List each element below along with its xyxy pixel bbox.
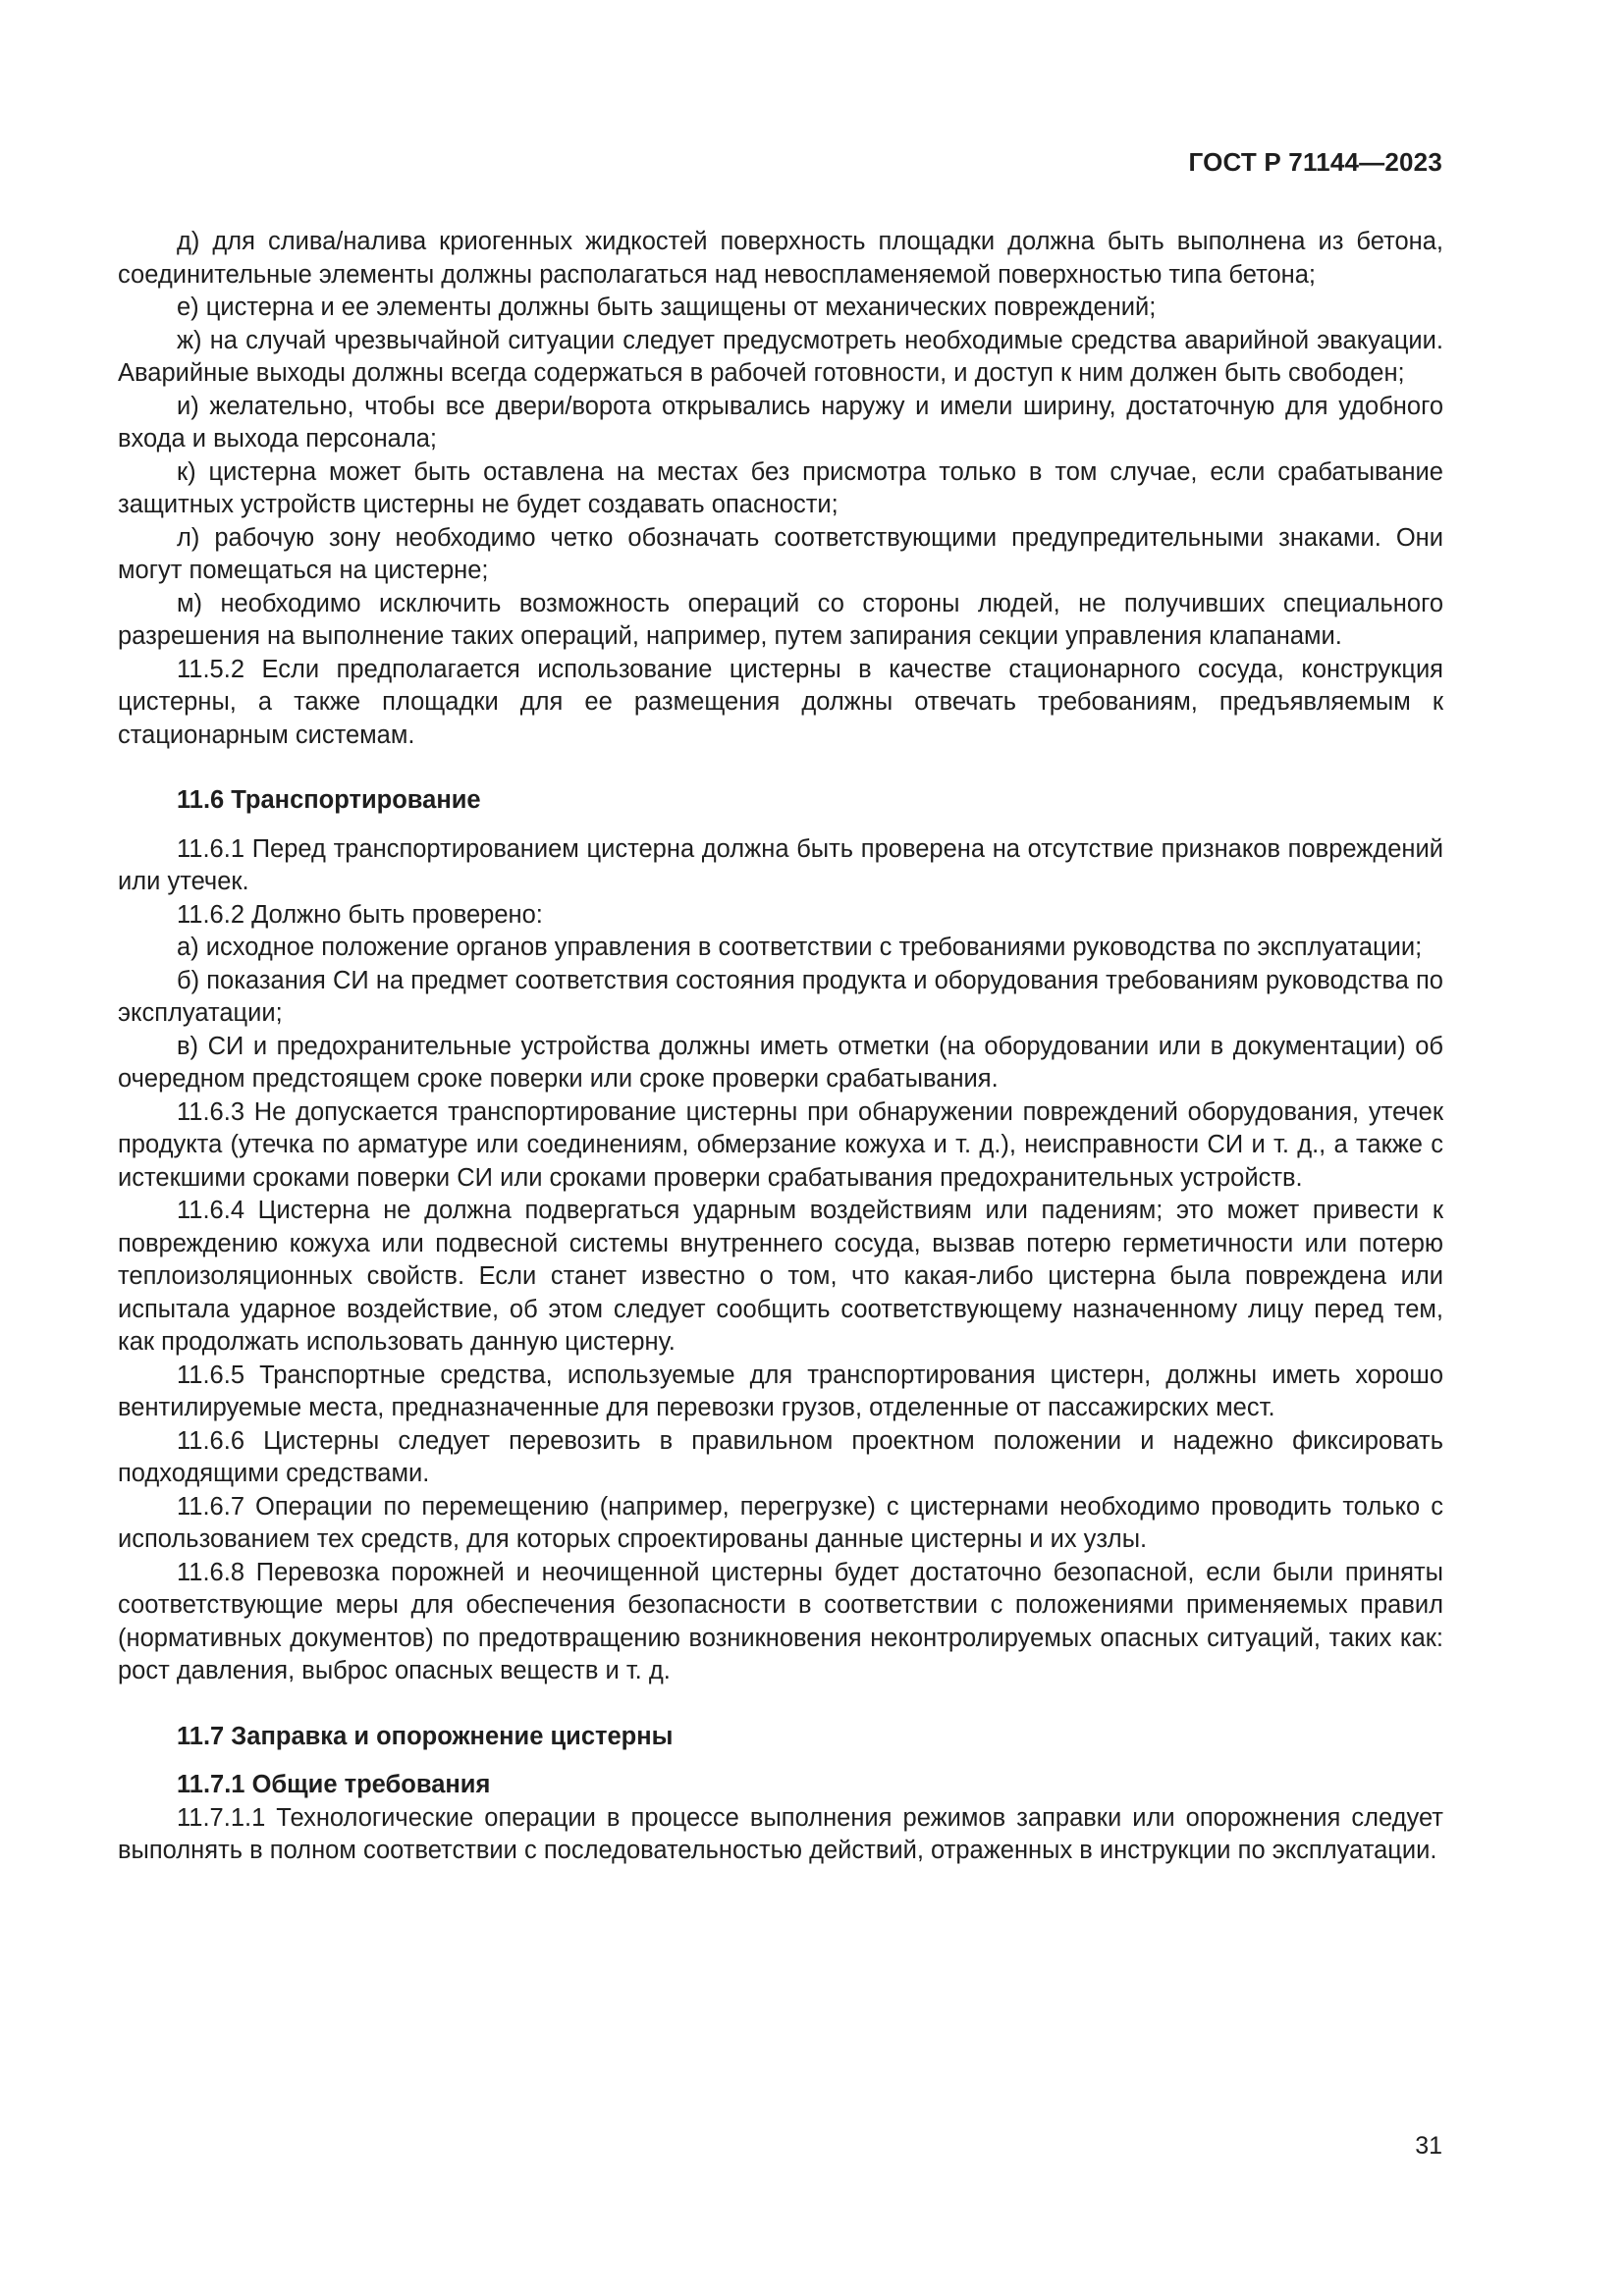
document-code-header: ГОСТ Р 71144—2023 [1188,147,1442,177]
paragraph-item-b: б) показания СИ на предмет соответствия состояния продукта и оборудования требованиям руководства по эксплуатации; [118,966,1443,1027]
paragraph-item-zh: ж) на случай чрезвычайной ситуации следует предусмотреть необходимые средства аварийной эвакуации. Аварийные выходы должны всегда содержаться в рабочей готовности, и доступ к ним должен быть свободен; [118,326,1443,387]
section-heading-11-6: 11.6 Транспортирование [177,786,481,814]
paragraph-11-6-2: 11.6.2 Должно быть проверено: [177,900,543,929]
paragraph-item-e: е) цистерна и ее элементы должны быть защищены от механических повреждений; [177,294,1157,321]
paragraph-11-6-8: 11.6.8 Перевозка порожней и неочищенной цистерны будет достаточно безопасной, если были приняты соответствующие меры для обеспечения безопасности в соответствии с положениями применяемых правил (нормативных документов) по предотвращению возникновения неконтролируемых опасных ситуаций, таких как: рост давления, выброс опасных веществ и т. д. [118,1558,1443,1684]
subsection-heading-11-7-1: 11.7.1 Общие требования [177,1771,491,1798]
paragraph-11-7-1-1: 11.7.1.1 Технологические операции в процессе выполнения режимов заправки или опорожнения следует выполнять в полном соответствии с последовательностью действий, отраженных в инструкции по эксплуатации. [118,1803,1443,1864]
paragraph-11-5-2: 11.5.2 Если предполагается использование цистерны в качестве стационарного сосуда, конструкция цистерны, а также площадки для ее размещения должны отвечать требованиям, предъявляемым к стационарным системам. [118,655,1443,749]
page-body [118,226,1443,1868]
paragraph-item-m: м) необходимо исключить возможность операций со стороны людей, не получивших специального разрешения на выполнение таких операций, например, путем запирания секции управления клапанами. [118,589,1443,650]
section-heading-11-7: 11.7 Заправка и опорожнение цистерны [177,1722,674,1750]
paragraph-item-a: а) исходное положение органов управления в соответствии с требованиями руководства по эксплуатации; [177,934,1423,961]
paragraph-11-6-6: 11.6.6 Цистерны следует перевозить в правильном проектном положении и надежно фиксировать подходящими средствами. [118,1426,1443,1487]
paragraph-11-6-4: 11.6.4 Цистерна не должна подвергаться ударным воздействиям или падениям; это может привести к повреждению кожуха или подвесной системы внутреннего сосуда, вызвав потерю герметичности или потерю теплоизоляционных свойств. Если станет известно о том, что какая-либо цистерна была повреждена или испытала ударное воздействие, об этом следует сообщить соответствующему назначенному лицу перед тем, как продолжать использовать данную цистерну. [118,1197,1443,1356]
paragraph-item-l: л) рабочую зону необходимо четко обозначать соответствующими предупредительными знаками. Они могут помещаться на цистерне; [118,523,1443,584]
paragraph-item-v: в) СИ и предохранительные устройства должны иметь отметки (на оборудовании или в документации) об очередном предстоящем сроке поверки или сроке проверки срабатывания. [118,1032,1443,1093]
paragraph-11-6-5: 11.6.5 Транспортные средства, используемые для транспортирования цистерн, должны иметь хорошо вентилируемые места, предназначенные для перевозки грузов, отделенные от пассажирских мест. [118,1361,1443,1421]
page-number: 31 [1415,2132,1442,2160]
paragraph-item-d: д) для слива/налива криогенных жидкостей поверхность площадки должна быть выполнена из бетона, соединительные элементы должны располагаться над невоспламеняемой поверхностью типа бетона; [118,228,1443,289]
paragraph-11-6-1: 11.6.1 Перед транспортированием цистерна должна быть проверена на отсутствие признаков повреждений или утечек. [118,834,1443,895]
paragraph-11-6-7: 11.6.7 Операции по перемещению (например, перегрузке) с цистернами необходимо проводить только с использованием тех средств, для которых спроектированы данные цистерны и их узлы. [118,1492,1443,1553]
paragraph-item-i: и) желательно, чтобы все двери/ворота открывались наружу и имели ширину, достаточную для удобного входа и выхода персонала; [118,392,1443,453]
paragraph-11-6-3: 11.6.3 Не допускается транспортирование цистерны при обнаружении повреждений оборудования, утечек продукта (утечка по арматуре или соединениям, обмерзание кожуха и т. д.), неисправности СИ и т. д., а также с истекшими сроками поверки СИ или сроками проверки срабатывания предохранительных устройств. [118,1097,1443,1192]
paragraph-item-k: к) цистерна может быть оставлена на местах без присмотра только в том случае, если срабатывание защитных устройств цистерны не будет создавать опасности; [118,457,1443,518]
